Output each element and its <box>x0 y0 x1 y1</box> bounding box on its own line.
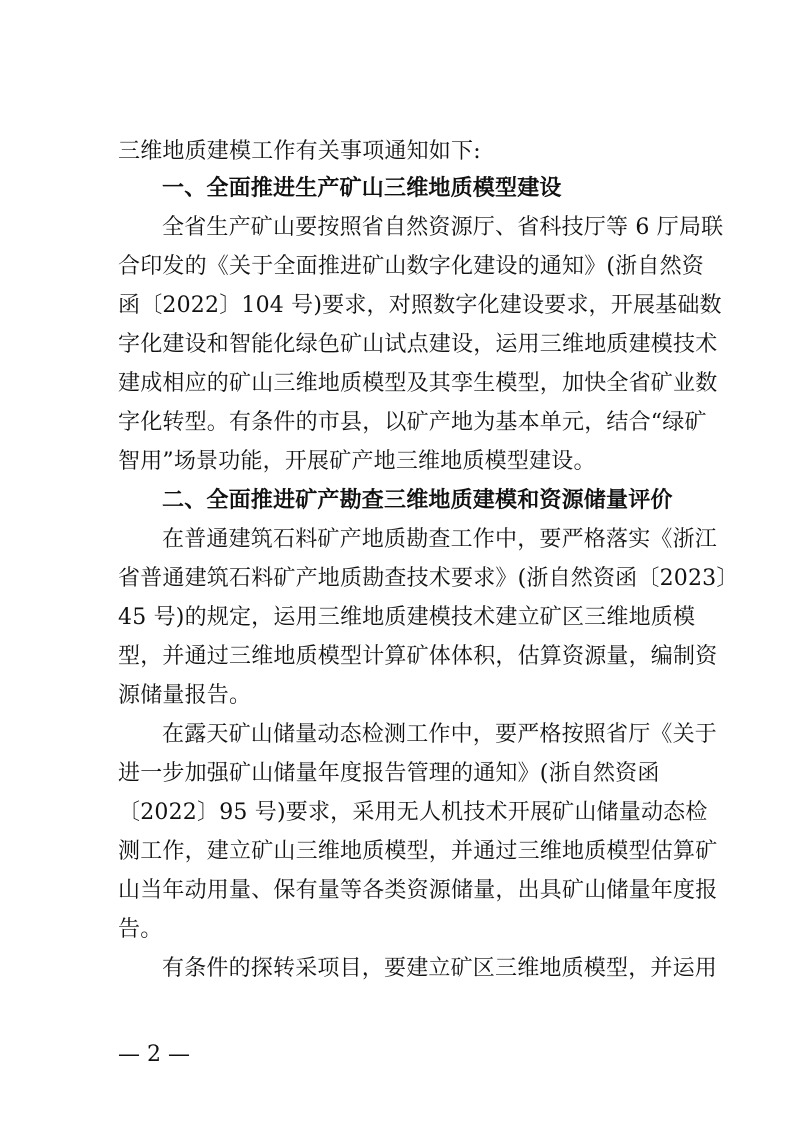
text-line: 型，并通过三维地质模型计算矿体体积，估算资源量，编制资 <box>118 644 718 669</box>
text-line: 省普通建筑石料矿产地质勘查技术要求》(浙自然资函〔2023〕 <box>118 566 739 591</box>
text-line: 45 号)的规定，运用三维地质建模技术建立矿区三维地质模 <box>118 605 696 630</box>
section-heading: 二、全面推进矿产勘查三维地质建模和资源储量评价 <box>162 488 673 513</box>
text-line: 三维地质建模工作有关事项通知如下: <box>118 139 481 164</box>
text-line: 在普通建筑石料矿产地质勘查工作中，要严格落实《浙江 <box>162 527 718 552</box>
text-line: 合印发的《关于全面推进矿山数字化建设的通知》(浙自然资 <box>118 254 704 279</box>
text-line: 测工作，建立矿山三维地质模型，并通过三维地质模型估算矿 <box>118 839 718 864</box>
page-number: — 2 — <box>118 1042 190 1067</box>
text-line: 字化转型。有条件的市县，以矿产地为基本单元，结合“绿矿 <box>118 410 707 435</box>
text-line: 山当年动用量、保有量等各类资源储量，出具矿山储量年度报 <box>118 878 718 903</box>
section-heading: 一、全面推进生产矿山三维地质模型建设 <box>162 176 562 201</box>
text-line: 告。 <box>118 917 163 942</box>
text-line: 函〔2022〕104 号)要求，对照数字化建设要求，开展基础数 <box>118 293 722 318</box>
text-line: 在露天矿山储量动态检测工作中，要严格按照省厅《关于 <box>162 722 718 747</box>
text-line: 源储量报告。 <box>118 683 252 708</box>
text-line: 有条件的探转采项目，要建立矿区三维地质模型，并运用 <box>162 956 718 981</box>
text-line: 字化建设和智能化绿色矿山试点建设，运用三维地质建模技术 <box>118 332 718 357</box>
text-line: 建成相应的矿山三维地质模型及其孪生模型，加快全省矿业数 <box>118 371 718 396</box>
text-line: 进一步加强矿山储量年度报告管理的通知》(浙自然资函 <box>118 761 660 786</box>
text-line: 全省生产矿山要按照省自然资源厅、省科技厅等 6 厅局联 <box>162 215 724 240</box>
text-line: 智用”场景功能，开展矿产地三维地质模型建设。 <box>118 449 596 474</box>
text-line: 〔2022〕95 号)要求，采用无人机技术开展矿山储量动态检 <box>118 800 708 825</box>
